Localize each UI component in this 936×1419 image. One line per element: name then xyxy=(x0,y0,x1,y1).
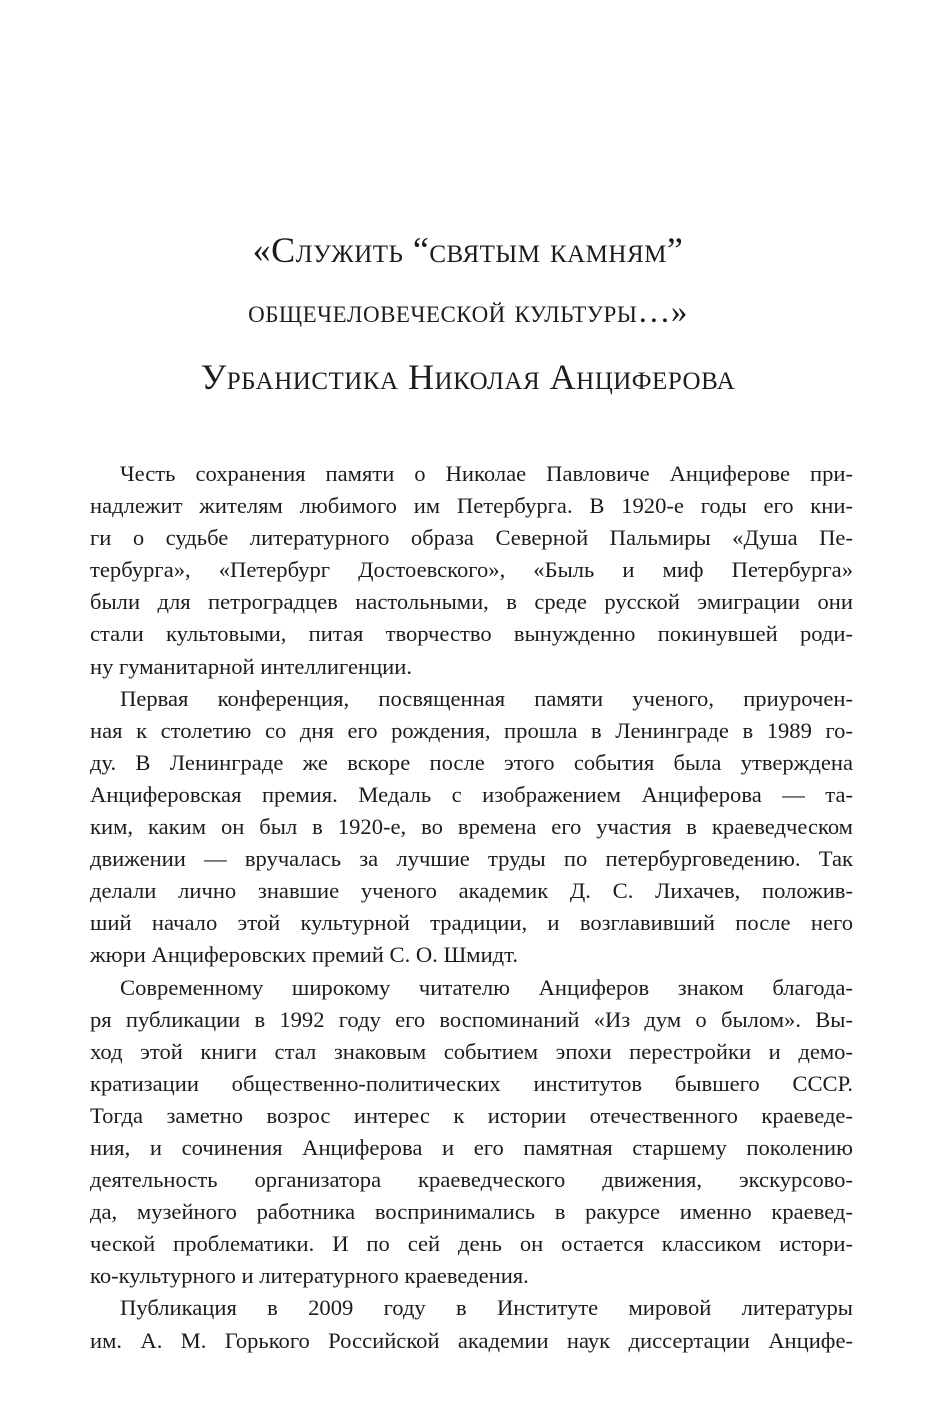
text-line: были для петроградцев настольными, в среде русской эмиграции они xyxy=(90,589,853,615)
text-line: тербурга», «Петербург Достоевского», «Быль и миф Петербурга» xyxy=(90,557,853,583)
text-line: ход этой книги стал знаковым событием эпохи перестройки и демо- xyxy=(90,1038,853,1064)
text-line: Публикация в 2009 году в Институте мировой литературы xyxy=(120,1295,853,1321)
text-line: им. А. М. Горького Российской академии наук диссертации Анцифе- xyxy=(90,1327,853,1353)
text-line: да, музейного работника воспринимались в ракурсе именно краевед- xyxy=(90,1199,853,1225)
text-line: ко-культурного и литературного краеведения. xyxy=(90,1263,529,1289)
text-line: стали культовыми, питая творчество вынужденно покинувшей роди- xyxy=(90,621,853,647)
text-line: ния, и сочинения Анциферова и его памятная старшему поколению xyxy=(90,1134,853,1160)
text-line: ги о судьбе литературного образа Северной Пальмиры «Душа Пе- xyxy=(90,525,853,551)
chapter-title-line-2: общечеловеческой культуры…» xyxy=(248,294,688,330)
text-line: ший начало этой культурной традиции, и возглавивший после него xyxy=(90,910,853,936)
text-line: делали лично знавшие ученого академик Д. С. Лихачев, положив- xyxy=(90,878,853,904)
text-line: ческой проблематики. И по сей день он остается классиком истори- xyxy=(90,1231,853,1257)
text-line: ду. В Ленинграде же вскоре после этого события была утверждена xyxy=(90,749,853,775)
chapter-title xyxy=(0,232,936,395)
text-line: Тогда заметно возрос интерес к истории отечественного краеведе- xyxy=(90,1102,853,1128)
text-line: надлежит жителям любимого им Петербурга. В 1920-е годы его кни- xyxy=(90,493,853,519)
text-line: жюри Анциферовских премий С. О. Шмидт. xyxy=(90,942,518,968)
text-line: Современному широкому читателю Анциферов знаком благода- xyxy=(120,974,853,1000)
text-line: движении — вручалась за лучшие труды по петербурговедению. Так xyxy=(90,846,853,872)
text-line: ря публикации в 1992 году его воспоминаний «Из дум о былом». Вы- xyxy=(90,1006,853,1032)
text-line: ная к столетию со дня его рождения, прошла в Ленинграде в 1989 го- xyxy=(90,717,853,743)
chapter-title-line-1: «Служить “святым камням” xyxy=(252,230,684,270)
text-line: ким, каким он был в 1920-е, во времена его участия в краеведческом xyxy=(90,814,853,840)
body-text xyxy=(90,458,853,1357)
text-line: Первая конференция, посвященная памяти ученого, приурочен- xyxy=(120,685,853,711)
text-line: Анциферовская премия. Медаль с изображением Анциферова — та- xyxy=(90,781,853,807)
text-line: деятельность организатора краеведческого движения, экскурсово- xyxy=(90,1167,853,1193)
text-line: Честь сохранения памяти о Николае Павловиче Анциферове при- xyxy=(120,461,853,486)
text-line: кратизации общественно-политических институтов бывшего СССР. xyxy=(90,1070,853,1096)
chapter-title-line-3: Урбанистика Николая Анциферова xyxy=(200,357,736,397)
text-line: ну гуманитарной интеллигенции. xyxy=(90,653,412,679)
